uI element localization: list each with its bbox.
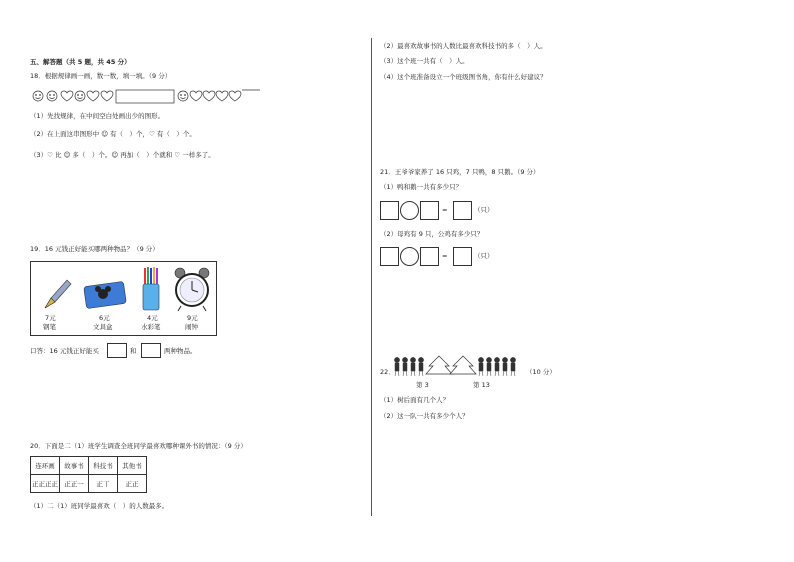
q19-answer-and: 和 [130, 347, 137, 355]
heart-icon [190, 91, 241, 101]
table-cell: 正正一 [60, 475, 89, 493]
q18-sub1: （1）先找规律，在中间空白处画出少的图形。 [30, 112, 165, 120]
q20-sub1: （1）二（1）班同学最喜欢（ ）的人数最多。 [30, 502, 169, 510]
table-cell: 正正 [118, 475, 147, 493]
section-title: 五、解答题（共 5 题，共 45 分） [30, 58, 131, 66]
q19-stem: 19．16 元钱正好能买哪两种物品？（9 分） [30, 245, 159, 253]
smiley-icon [33, 91, 57, 101]
smiley-icon [178, 91, 188, 101]
q18-stem: 18．根据规律画一画，数一数，填一填。（9 分） [30, 72, 172, 80]
q18-sub2: （2）在上面这串图形中 ☺ 有（ ）个，♡ 有（ ）个。 [30, 130, 196, 138]
q18-sub3: （3）♡ 比 ☺ 多（ ）个。☺ 再加（ ）个就和 ♡ 一样多了。 [30, 151, 215, 159]
result-box[interactable] [453, 201, 472, 220]
result-box[interactable] [453, 247, 472, 266]
answer-box-1[interactable] [107, 343, 127, 358]
q22-prefix: 22． [380, 368, 395, 376]
item-name: 文具盒 [93, 323, 113, 331]
q18-pattern-row [30, 86, 262, 104]
queue-of-people-icon [393, 354, 523, 378]
heart-icon [87, 91, 113, 101]
q22-sub1: （1）树后面有几个人？ [380, 396, 450, 404]
operator-circle[interactable] [400, 201, 419, 220]
q19-answer-suffix: 两种物品。 [164, 347, 197, 355]
q20-sub2: （2）最喜欢故事书的人数比最喜欢科技书的多（ ）人。 [380, 42, 547, 50]
q22-label-b: 第 13 [473, 381, 490, 389]
q20-stem: 20．下面是二（1）班学生调查全班同学最喜欢哪种课外书的情况：（9 分） [30, 442, 247, 450]
table-header: 科技书 [89, 457, 118, 475]
answer-box-2[interactable] [141, 343, 161, 358]
pencil-case-icon [83, 278, 127, 312]
alarm-clock-icon [173, 266, 211, 312]
q20-sub3: （3）这个班一共有（ ）人。 [380, 57, 469, 65]
number-box[interactable] [420, 247, 439, 266]
item-name: 钢笔 [43, 323, 56, 331]
equals-sign: = [442, 252, 448, 260]
smiley-icon [75, 91, 85, 101]
equals-sign: = [442, 206, 448, 214]
unit-label: （只） [474, 206, 494, 214]
column-divider [371, 38, 372, 516]
color-markers-icon [141, 266, 161, 312]
q19-answer-prefix: 口答：16 元钱正好能买 [30, 347, 99, 355]
number-box[interactable] [420, 201, 439, 220]
unit-label: （只） [474, 252, 494, 260]
q19-items-frame [30, 261, 217, 336]
q20-sub4: （4）这个班准备设立一个班级图书角，你有什么好建议？ [380, 73, 547, 81]
item-price: 9元 [187, 314, 198, 322]
item-price: 4元 [147, 314, 158, 322]
table-cell: 正丅 [89, 475, 118, 493]
item-name: 水彩笔 [141, 323, 161, 331]
number-box[interactable] [380, 201, 399, 220]
number-box[interactable] [380, 247, 399, 266]
q21-stem: 21．王爷爷家养了 16 只鸡，7 只鸭，8 只鹅。（9 分） [380, 168, 540, 176]
table-header: 其他书 [118, 457, 147, 475]
item-price: 6元 [99, 314, 110, 322]
fountain-pen-icon [41, 276, 73, 312]
tally-table [30, 456, 147, 493]
q21-sub1: （1）鸭和鹅一共有多少只？ [380, 183, 463, 191]
table-header: 连环画 [31, 457, 60, 475]
q22-score: （10 分） [526, 368, 556, 376]
q22-label-a: 第 3 [416, 381, 429, 389]
tree-icon [426, 356, 476, 374]
item-name: 闹钟 [185, 323, 198, 331]
item-price: 7元 [45, 314, 56, 322]
operator-circle[interactable] [400, 247, 419, 266]
q22-sub2: （2）这一队一共有多少个人？ [380, 412, 469, 420]
blank-drawing-area [116, 90, 174, 103]
table-row [31, 475, 147, 493]
table-row [31, 457, 147, 475]
table-header: 故事书 [60, 457, 89, 475]
q21-sub2: （2）母鸡有 9 只，公鸡有多少只？ [380, 230, 484, 238]
heart-icon [61, 91, 73, 101]
table-cell: 正正正正 [31, 475, 60, 493]
